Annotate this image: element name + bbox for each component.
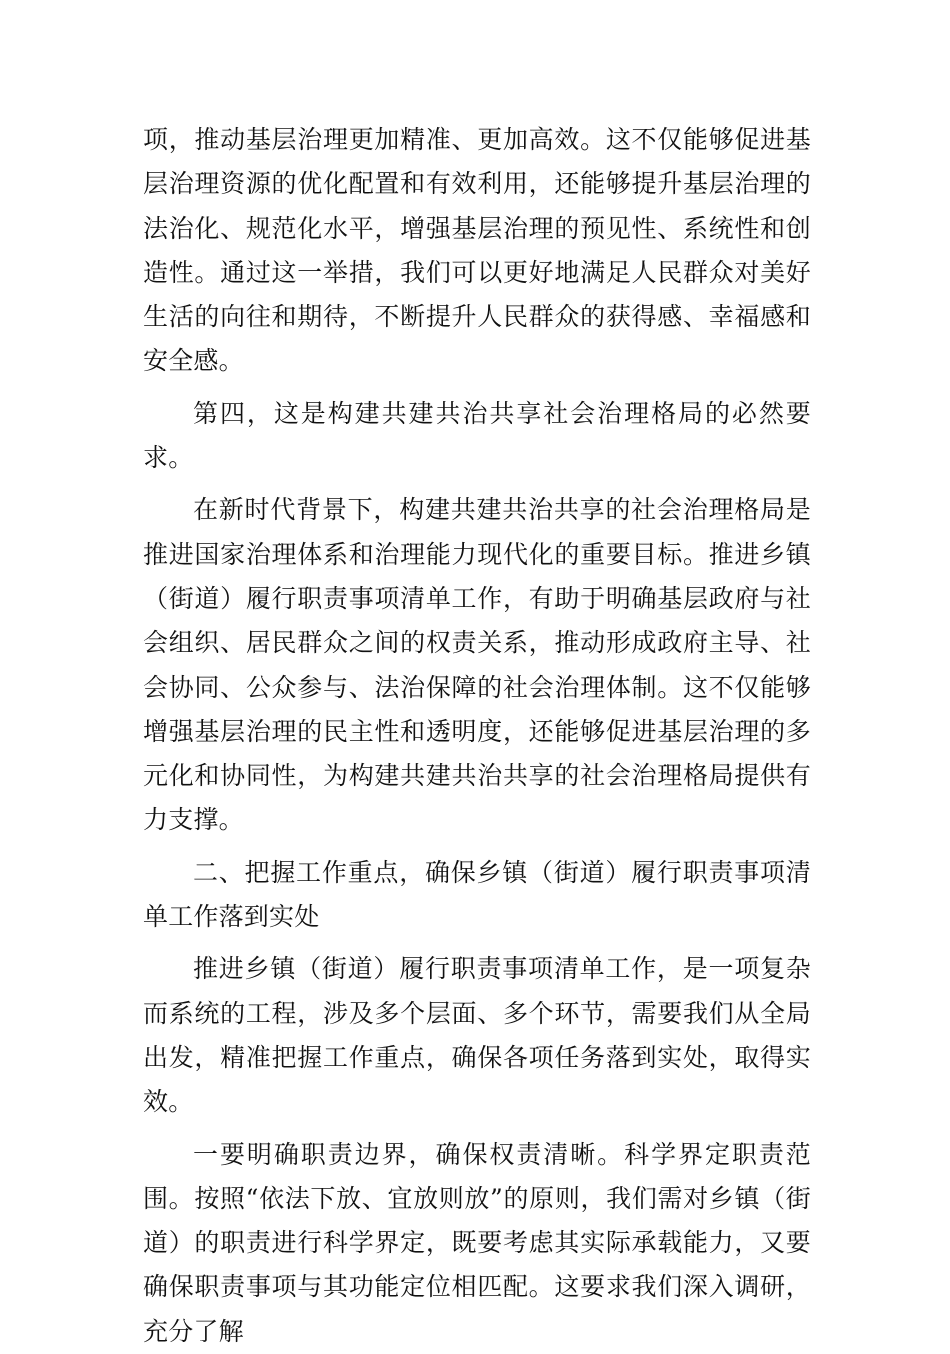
paragraph-work-focus: 推进乡镇（街道）履行职责事项清单工作，是一项复杂而系统的工程，涉及多个层面、多个环节，需要我们从全局出发，精准把握工作重点，确保各项任务落到实处，取得实效。 <box>143 954 811 1117</box>
document-body <box>143 118 811 1354</box>
section-heading-two: 二、把握工作重点，确保乡镇（街道）履行职责事项清单工作落到实处 <box>143 857 811 932</box>
paragraph-clarify-duties: 一要明确职责边界，确保权责清晰。科学界定职责范围。按照“依法下放、宜放则放”的原则，我们需对乡镇（街道）的职责进行科学界定，既要考虑其实际承载能力，又要确保职责事项与其功能定位相匹配。这要求我们深入调研，充分了解 <box>143 1139 811 1346</box>
paragraph-continuation: 项，推动基层治理更加精准、更加高效。这不仅能够促进基层治理资源的优化配置和有效利用，还能够提升基层治理的法治化、规范化水平，增强基层治理的预见性、系统性和创造性。通过这一举措，我们可以更好地满足人民群众对美好生活的向往和期待，不断提升人民群众的获得感、幸福感和安全感。 <box>143 125 811 376</box>
paragraph-point-four: 第四，这是构建共建共治共享社会治理格局的必然要求。 <box>143 398 811 473</box>
paragraph-governance-pattern: 在新时代背景下，构建共建共治共享的社会治理格局是推进国家治理体系和治理能力现代化的重要目标。推进乡镇（街道）履行职责事项清单工作，有助于明确基层政府与社会组织、居民群众之间的权责关系，推动形成政府主导、社会协同、公众参与、法治保障的社会治理体制。这不仅能够增强基层治理的民主性和透明度，还能够促进基层治理的多元化和协同性，为构建共建共治共享的社会治理格局提供有力支撑。 <box>143 495 811 835</box>
